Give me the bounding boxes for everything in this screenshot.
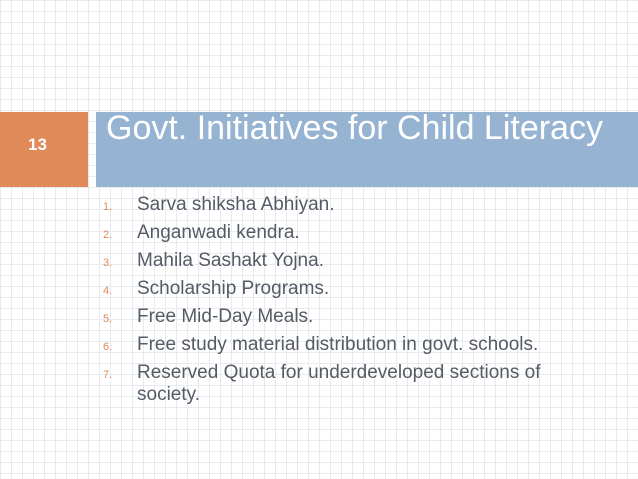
list-item-number: 4.	[103, 285, 113, 297]
list-item	[103, 362, 603, 406]
title-bar	[96, 112, 638, 187]
list-item	[103, 334, 603, 358]
list-item	[103, 222, 603, 246]
list-item-text: Scholarship Programs.	[137, 278, 330, 299]
list-item-text: Anganwadi kendra.	[137, 222, 300, 243]
list-item-number: 1.	[103, 201, 113, 213]
list-item	[103, 194, 603, 218]
list-item	[103, 250, 603, 274]
list-item-text: Mahila Sashakt Yojna.	[137, 250, 324, 271]
list-item-number: 3.	[103, 257, 113, 269]
initiatives-list	[103, 194, 603, 410]
list-item-number: 6.	[103, 341, 113, 353]
slide-title: Govt. Initiatives for Child Literacy	[106, 112, 603, 147]
list-item-number: 7.	[103, 369, 113, 381]
list-item-text: Reserved Quota for underdeveloped sections of society.	[137, 362, 541, 405]
list-item	[103, 306, 603, 330]
list-item-text: Free study material distribution in govt. schools.	[137, 334, 539, 355]
list-item-text: Free Mid-Day Meals.	[137, 306, 314, 327]
list-item-number: 5.	[103, 313, 113, 325]
slide-number: 13	[28, 135, 47, 154]
list-item-text: Sarva shiksha Abhiyan.	[137, 194, 335, 215]
list-item	[103, 278, 603, 302]
slide-number-box	[0, 112, 88, 187]
list-item-number: 2.	[103, 229, 113, 241]
